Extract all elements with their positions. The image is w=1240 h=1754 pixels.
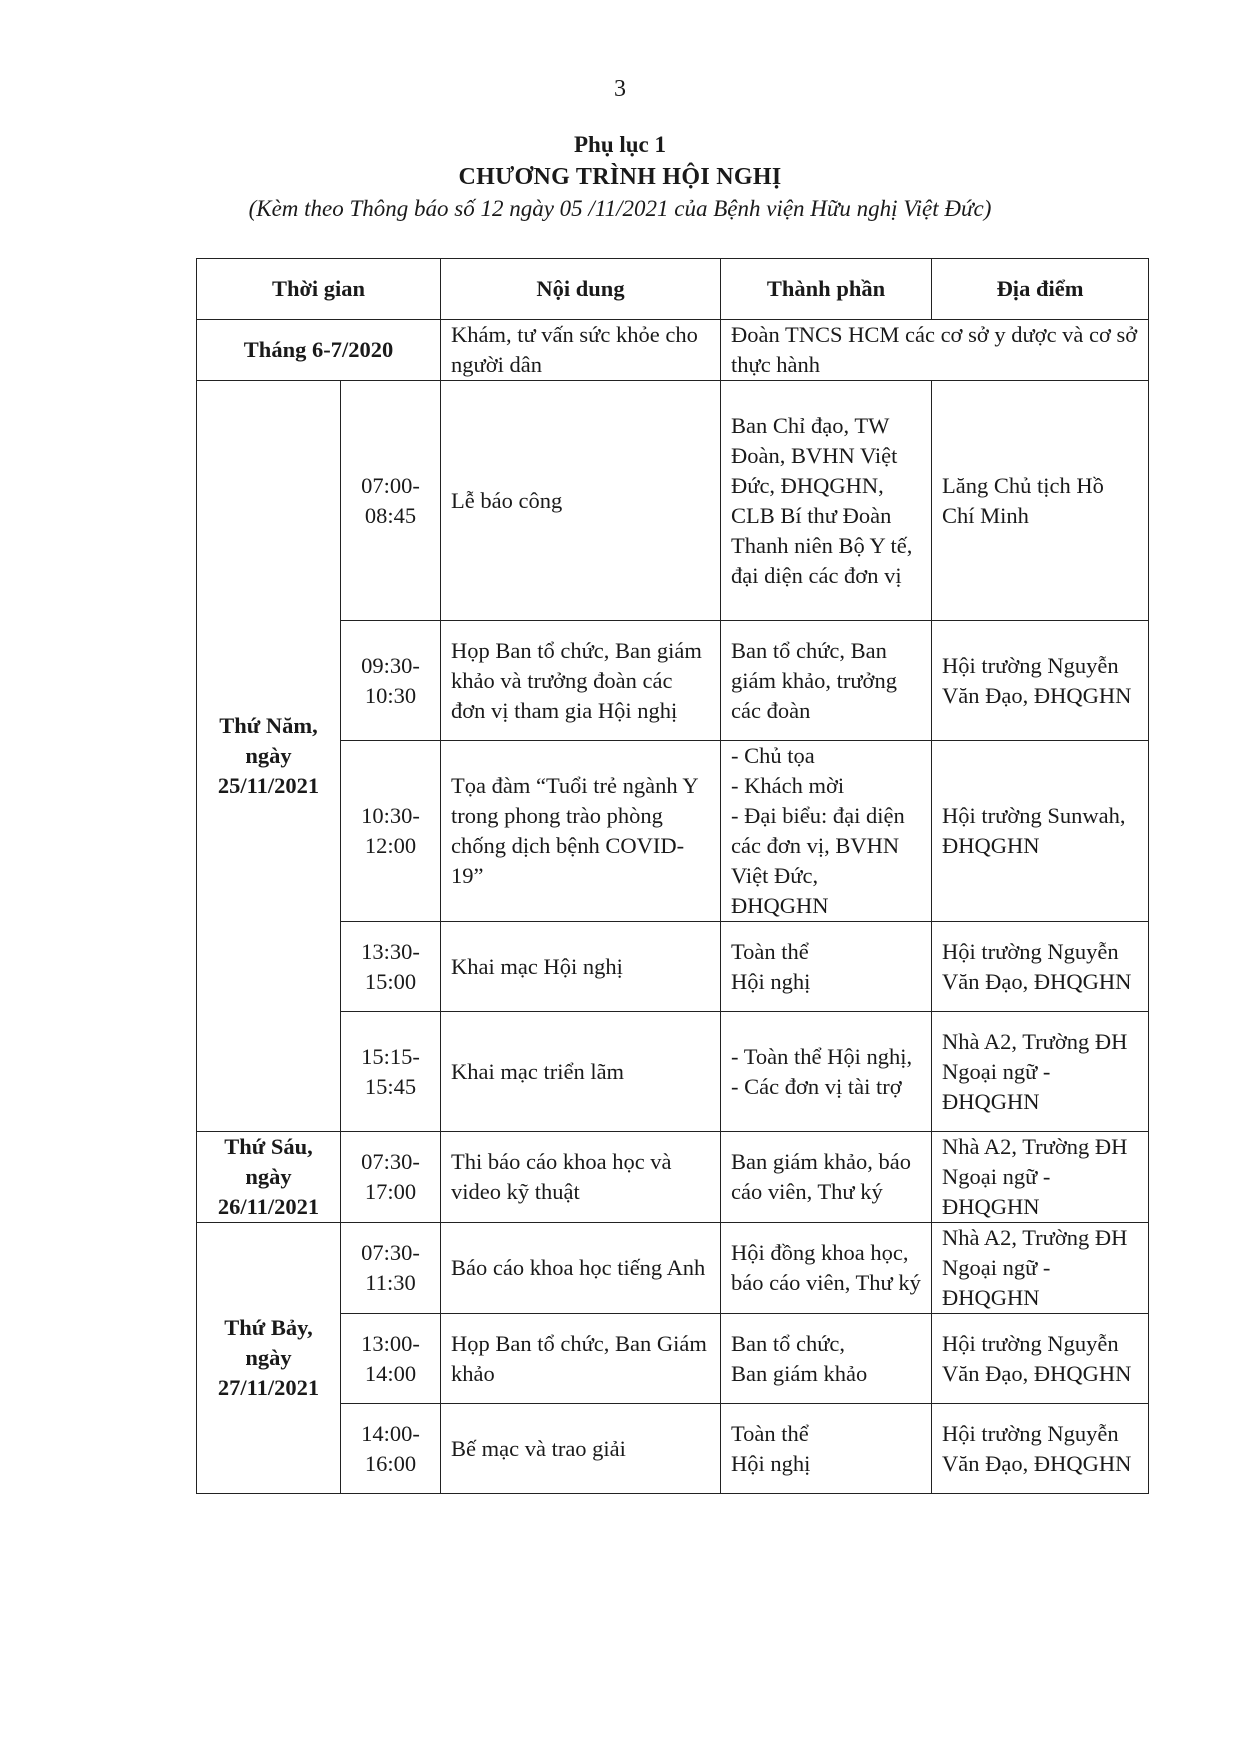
time-cell: 10:30- 12:00 [341,741,441,922]
location-cell: Nhà A2, Trường ĐH Ngoại ngữ - ĐHQGHN [932,1132,1149,1223]
day-cell-friday: Thứ Sáu, ngày 26/11/2021 [197,1132,341,1223]
table-row [197,320,1149,381]
column-header-participants: Thành phần [721,259,932,320]
day-cell-saturday: Thứ Bảy, ngày 27/11/2021 [197,1223,341,1494]
participants-cell: Ban tổ chức, Ban giám khảo [721,1314,932,1404]
content-cell: Khai mạc triển lãm [441,1012,721,1132]
column-header-content: Nội dung [441,259,721,320]
content-cell: Bế mạc và trao giải [441,1404,721,1494]
participants-cell: - Chủ tọa - Khách mời - Đại biểu: đại diện các đơn vị, BVHN Việt Đức, ĐHQGHN [721,741,932,922]
table-row [197,381,1149,621]
participants-location-cell: Đoàn TNCS HCM các cơ sở y dược và cơ sở thực hành [721,320,1149,381]
location-cell: Hội trường Nguyễn Văn Đạo, ĐHQGHN [932,922,1149,1012]
participants-cell: Ban tổ chức, Ban giám khảo, trưởng các đoàn [721,621,932,741]
day-cell-thursday: Thứ Năm, ngày 25/11/2021 [197,381,341,1132]
location-cell: Hội trường Nguyễn Văn Đạo, ĐHQGHN [932,621,1149,741]
location-cell: Nhà A2, Trường ĐH Ngoại ngữ - ĐHQGHN [932,1223,1149,1314]
time-cell: 07:30- 11:30 [341,1223,441,1314]
content-cell: Họp Ban tổ chức, Ban giám khảo và trưởng đoàn các đơn vị tham gia Hội nghị [441,621,721,741]
content-cell: Thi báo cáo khoa học và video kỹ thuật [441,1132,721,1223]
time-cell: 14:00- 16:00 [341,1404,441,1494]
time-cell: 07:30- 17:00 [341,1132,441,1223]
time-cell: 15:15- 15:45 [341,1012,441,1132]
participants-cell: Toàn thể Hội nghị [721,1404,932,1494]
column-header-time: Thời gian [197,259,441,320]
period-cell: Tháng 6-7/2020 [197,320,441,381]
participants-cell: Toàn thể Hội nghị [721,922,932,1012]
content-cell: Khám, tư vấn sức khỏe cho người dân [441,320,721,381]
participants-cell: - Toàn thể Hội nghị, - Các đơn vị tài trợ [721,1012,932,1132]
content-cell: Lễ báo công [441,381,721,621]
location-cell: Hội trường Sunwah, ĐHQGHN [932,741,1149,922]
time-cell: 13:30- 15:00 [341,922,441,1012]
participants-cell: Ban Chỉ đạo, TW Đoàn, BVHN Việt Đức, ĐHQGHN, CLB Bí thư Đoàn Thanh niên Bộ Y tế, đại diện các đơn vị [721,381,932,621]
location-cell: Hội trường Nguyễn Văn Đạo, ĐHQGHN [932,1314,1149,1404]
appendix-label: Phụ lục 1 [573,132,667,157]
time-cell: 09:30- 10:30 [341,621,441,741]
column-header-location: Địa điểm [932,259,1149,320]
table-header-row [197,259,1149,320]
table-row [197,1223,1149,1314]
participants-cell: Ban giám khảo, báo cáo viên, Thư ký [721,1132,932,1223]
location-cell: Lăng Chủ tịch Hồ Chí Minh [932,381,1149,621]
content-cell: Tọa đàm “Tuổi trẻ ngành Y trong phong trào phòng chống dịch bệnh COVID-19” [441,741,721,922]
participants-cell: Hội đồng khoa học, báo cáo viên, Thư ký [721,1223,932,1314]
schedule-table [196,258,1149,1494]
location-cell: Hội trường Nguyễn Văn Đạo, ĐHQGHN [932,1404,1149,1494]
content-cell: Báo cáo khoa học tiếng Anh [441,1223,721,1314]
page-number: 3 [614,76,626,102]
table-row [197,1132,1149,1223]
content-cell: Họp Ban tổ chức, Ban Giám khảo [441,1314,721,1404]
document-subtitle: (Kèm theo Thông báo số 12 ngày 05 /11/2021 của Bệnh viện Hữu nghị Việt Đức) [248,196,992,221]
time-cell: 07:00- 08:45 [341,381,441,621]
content-cell: Khai mạc Hội nghị [441,922,721,1012]
location-cell: Nhà A2, Trường ĐH Ngoại ngữ - ĐHQGHN [932,1012,1149,1132]
time-cell: 13:00- 14:00 [341,1314,441,1404]
document-title: CHƯƠNG TRÌNH HỘI NGHỊ [458,164,782,190]
